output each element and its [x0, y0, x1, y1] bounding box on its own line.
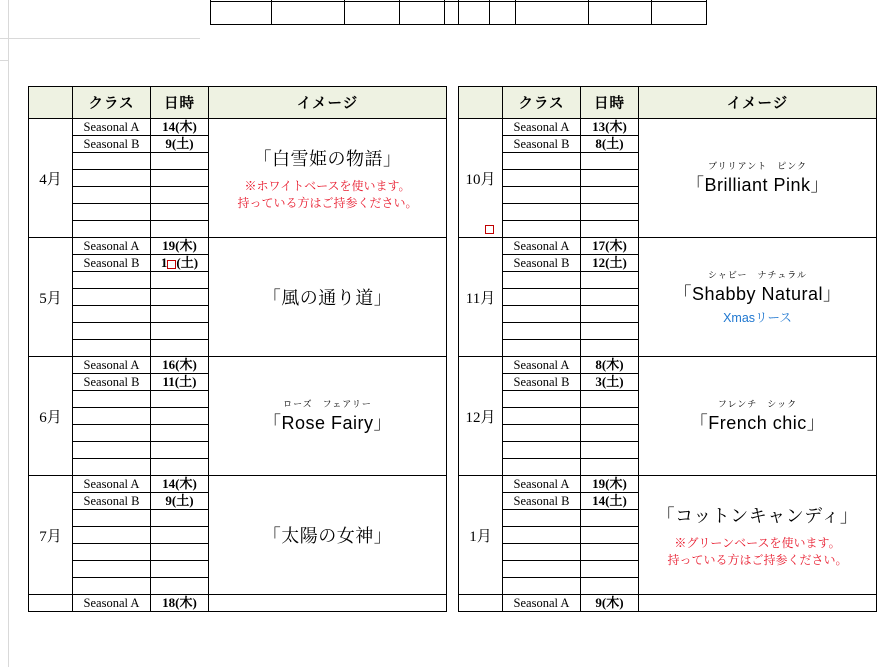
- empty-cell: [151, 391, 209, 408]
- class-name-cell: Seasonal B: [73, 493, 151, 510]
- empty-cell: [73, 578, 151, 595]
- empty-cell: [503, 306, 581, 323]
- workshop-title: 「白雪姫の物語」: [253, 149, 402, 170]
- header-date: 日時: [151, 87, 209, 119]
- image-title-cell: [209, 119, 447, 238]
- workshop-subtitle: Xmasリース: [723, 311, 792, 325]
- schedule-table-left: [28, 86, 447, 612]
- image-title-cell: [639, 357, 877, 476]
- image-title-cell: [639, 119, 877, 238]
- empty-cell: [151, 306, 209, 323]
- top-left-blank-1: [211, 2, 272, 25]
- empty-cell: [581, 204, 639, 221]
- top-table-left: [210, 0, 490, 25]
- date-cell: 8(木): [581, 357, 639, 374]
- empty-cell: [73, 153, 151, 170]
- empty-cell: [581, 544, 639, 561]
- date-cell: 1 (土): [151, 255, 209, 272]
- date-cell: 16(木): [151, 357, 209, 374]
- image-title-cell: [209, 357, 447, 476]
- date-cell: 13(木): [581, 119, 639, 136]
- ruby-text: シャビー ナチュラル: [708, 270, 807, 280]
- empty-cell: [581, 340, 639, 357]
- header-class: クラス: [73, 87, 151, 119]
- workshop-title: 「French chic」: [689, 413, 826, 433]
- class-name-cell: Seasonal B: [73, 136, 151, 153]
- empty-cell: [73, 289, 151, 306]
- image-title-cell: [639, 595, 877, 612]
- empty-cell: [503, 561, 581, 578]
- empty-cell: [73, 187, 151, 204]
- empty-cell: [503, 323, 581, 340]
- empty-cell: [151, 170, 209, 187]
- workshop-title: 「Shabby Natural」: [673, 284, 842, 304]
- empty-cell: [581, 272, 639, 289]
- empty-cell: [503, 527, 581, 544]
- top-partial-tables: [0, 0, 890, 48]
- header-image: イメージ: [209, 87, 447, 119]
- table-row: [459, 357, 877, 374]
- empty-cell: [503, 408, 581, 425]
- comment-marker-icon[interactable]: [167, 260, 176, 269]
- table-header-row: [29, 87, 447, 119]
- empty-cell: [151, 340, 209, 357]
- empty-cell: [581, 289, 639, 306]
- class-name-cell: Seasonal A: [503, 476, 581, 493]
- workshop-title: 「Brilliant Pink」: [685, 175, 830, 195]
- empty-cell: [503, 391, 581, 408]
- empty-cell: [151, 425, 209, 442]
- empty-cell: [151, 221, 209, 238]
- empty-cell: [581, 187, 639, 204]
- empty-cell: [151, 578, 209, 595]
- header-class: クラス: [503, 87, 581, 119]
- comment-marker-icon[interactable]: [485, 225, 494, 234]
- top-left-blank-3: [345, 2, 400, 25]
- workshop-title: 「Rose Fairy」: [262, 413, 393, 433]
- page-border-left: [8, 0, 9, 667]
- month-cell: [459, 595, 503, 612]
- empty-cell: [151, 204, 209, 221]
- date-cell: 8(土): [581, 136, 639, 153]
- table-row: [459, 476, 877, 493]
- empty-cell: [73, 527, 151, 544]
- class-name-cell: Seasonal A: [73, 476, 151, 493]
- empty-cell: [503, 221, 581, 238]
- empty-cell: [151, 561, 209, 578]
- table-row: [29, 595, 447, 612]
- top-table-right: [458, 0, 707, 25]
- empty-cell: [73, 442, 151, 459]
- empty-cell: [73, 272, 151, 289]
- image-title-cell: [639, 476, 877, 595]
- table-row: [459, 238, 877, 255]
- image-title-cell: [209, 476, 447, 595]
- top-left-blank-4: [400, 2, 445, 25]
- empty-cell: [581, 170, 639, 187]
- table-row: [29, 119, 447, 136]
- empty-cell: [503, 153, 581, 170]
- header-month: [459, 87, 503, 119]
- class-name-cell: Seasonal A: [503, 595, 581, 612]
- empty-cell: [151, 510, 209, 527]
- empty-cell: [503, 170, 581, 187]
- class-name-cell: Seasonal A: [503, 119, 581, 136]
- date-cell: 11(土): [151, 374, 209, 391]
- empty-cell: [503, 544, 581, 561]
- date-cell: 12(土): [581, 255, 639, 272]
- date-cell: 19(木): [581, 476, 639, 493]
- class-name-cell: Seasonal B: [73, 255, 151, 272]
- date-cell: 14(土): [581, 493, 639, 510]
- image-title-cell: [209, 595, 447, 612]
- empty-cell: [581, 459, 639, 476]
- class-name-cell: Seasonal A: [503, 238, 581, 255]
- empty-cell: [73, 340, 151, 357]
- top-right-blank-1: [459, 2, 516, 25]
- empty-cell: [73, 170, 151, 187]
- empty-cell: [503, 510, 581, 527]
- month-cell: 10月: [459, 119, 503, 238]
- date-cell: 17(木): [581, 238, 639, 255]
- empty-cell: [581, 510, 639, 527]
- class-name-cell: Seasonal B: [503, 136, 581, 153]
- page-border-top-stub: [0, 60, 8, 61]
- empty-cell: [503, 442, 581, 459]
- empty-cell: [503, 187, 581, 204]
- workshop-title: 「太陽の女神」: [262, 526, 393, 546]
- empty-cell: [151, 187, 209, 204]
- workshop-note: ※グリーンベースを使います。 持っている方はご持参ください。: [667, 536, 848, 567]
- workshop-note: ※ホワイトベースを使います。 持っている方はご持参ください。: [237, 179, 418, 210]
- image-title-cell: [639, 238, 877, 357]
- class-name-cell: Seasonal A: [73, 595, 151, 612]
- empty-cell: [73, 391, 151, 408]
- empty-cell: [581, 221, 639, 238]
- date-cell: 9(土): [151, 493, 209, 510]
- empty-cell: [151, 272, 209, 289]
- class-name-cell: Seasonal A: [73, 119, 151, 136]
- empty-cell: [503, 289, 581, 306]
- empty-cell: [503, 459, 581, 476]
- empty-cell: [73, 425, 151, 442]
- month-cell: [29, 595, 73, 612]
- table-row: [29, 476, 447, 493]
- ruby-text: ローズ フェアリー: [283, 399, 372, 409]
- top-right-blank-2: [516, 2, 589, 25]
- class-name-cell: Seasonal B: [73, 374, 151, 391]
- workshop-title: 「風の通り道」: [262, 288, 393, 308]
- empty-cell: [73, 306, 151, 323]
- table-header-row: [459, 87, 877, 119]
- empty-cell: [581, 578, 639, 595]
- table-row: [29, 357, 447, 374]
- empty-cell: [73, 561, 151, 578]
- class-name-cell: Seasonal A: [73, 357, 151, 374]
- top-left-blank-2: [272, 2, 345, 25]
- empty-cell: [503, 340, 581, 357]
- empty-cell: [151, 459, 209, 476]
- header-date: 日時: [581, 87, 639, 119]
- empty-cell: [73, 459, 151, 476]
- date-cell: 3(土): [581, 374, 639, 391]
- table-row: [29, 238, 447, 255]
- empty-cell: [151, 408, 209, 425]
- empty-cell: [73, 204, 151, 221]
- empty-cell: [151, 442, 209, 459]
- empty-cell: [581, 306, 639, 323]
- date-cell: 19(木): [151, 238, 209, 255]
- schedule-table-right: [458, 86, 877, 612]
- empty-cell: [503, 578, 581, 595]
- empty-cell: [151, 544, 209, 561]
- empty-cell: [581, 391, 639, 408]
- header-image: イメージ: [639, 87, 877, 119]
- empty-cell: [151, 323, 209, 340]
- empty-cell: [581, 408, 639, 425]
- month-cell: 4月: [29, 119, 73, 238]
- month-cell: 1月: [459, 476, 503, 595]
- class-name-cell: Seasonal B: [503, 374, 581, 391]
- date-cell: 9(土): [151, 136, 209, 153]
- table-row: [459, 119, 877, 136]
- date-cell: 18(木): [151, 595, 209, 612]
- date-cell: 14(木): [151, 476, 209, 493]
- month-cell: 11月: [459, 238, 503, 357]
- date-cell: 14(木): [151, 119, 209, 136]
- empty-cell: [151, 527, 209, 544]
- ruby-text: ブリリアント ピンク: [707, 161, 808, 171]
- empty-cell: [73, 323, 151, 340]
- top-right-blank-4: [652, 2, 707, 25]
- empty-cell: [503, 272, 581, 289]
- empty-cell: [581, 527, 639, 544]
- empty-cell: [503, 425, 581, 442]
- empty-cell: [503, 204, 581, 221]
- month-cell: 7月: [29, 476, 73, 595]
- empty-cell: [581, 442, 639, 459]
- empty-cell: [73, 510, 151, 527]
- workshop-title: 「コットンキャンディ」: [656, 506, 859, 527]
- header-month: [29, 87, 73, 119]
- empty-cell: [73, 221, 151, 238]
- empty-cell: [73, 408, 151, 425]
- month-cell: 5月: [29, 238, 73, 357]
- image-title-cell: [209, 238, 447, 357]
- class-name-cell: Seasonal B: [503, 493, 581, 510]
- empty-cell: [581, 561, 639, 578]
- ruby-text: フレンチ シック: [717, 399, 798, 409]
- top-right-blank-3: [589, 2, 652, 25]
- empty-cell: [581, 425, 639, 442]
- table-row: [459, 595, 877, 612]
- class-name-cell: Seasonal A: [503, 357, 581, 374]
- date-cell: 9(木): [581, 595, 639, 612]
- month-cell: 6月: [29, 357, 73, 476]
- empty-cell: [581, 323, 639, 340]
- class-name-cell: Seasonal B: [503, 255, 581, 272]
- empty-cell: [73, 544, 151, 561]
- class-name-cell: Seasonal A: [73, 238, 151, 255]
- month-cell: 12月: [459, 357, 503, 476]
- empty-cell: [581, 153, 639, 170]
- empty-cell: [151, 289, 209, 306]
- empty-cell: [151, 153, 209, 170]
